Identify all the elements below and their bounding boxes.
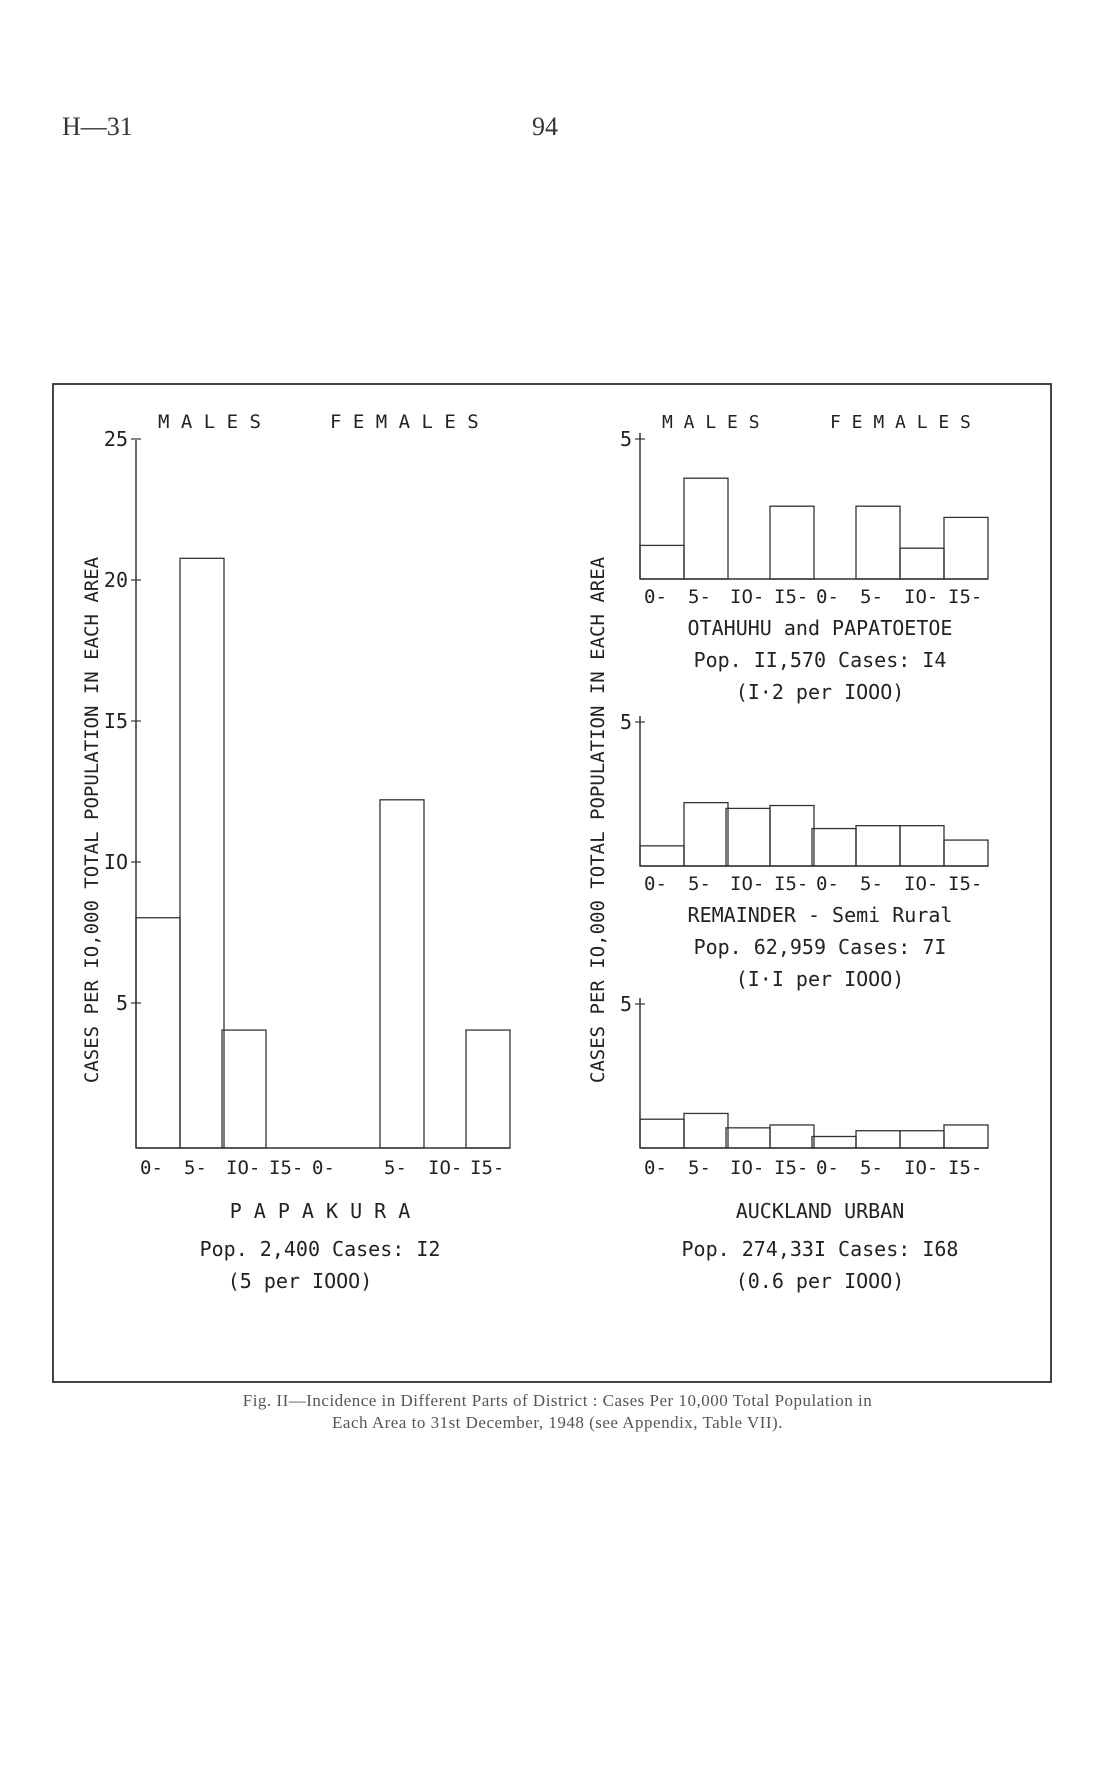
otahuhu-females-label: F E M A L E S	[830, 412, 971, 433]
papakura-bar-male-1	[180, 558, 224, 1148]
auckland-category-label: 5-	[688, 1157, 711, 1179]
papakura-males-label: M A L E S	[158, 411, 261, 433]
remainder-bar-female-1	[856, 826, 900, 866]
remainder-bar-male-2	[726, 808, 770, 866]
auckland-category-label: 0-	[644, 1157, 667, 1179]
auckland-category-label: I5-	[774, 1157, 809, 1179]
papakura-bar-male-0	[136, 918, 180, 1148]
remainder-category-label: I5-	[948, 873, 983, 895]
remainder-rate: (I·I per IOOO)	[735, 967, 905, 991]
otahuhu-category-label: 5-	[860, 586, 883, 608]
auckland-category-label: 5-	[860, 1157, 883, 1179]
papakura-y-axis-title: CASES PER IO,000 TOTAL POPULATION IN EACH AREA	[81, 556, 103, 1084]
papakura-y-tick-label: 25	[103, 427, 128, 451]
auckland-area-title: AUCKLAND URBAN	[735, 1199, 905, 1223]
otahuhu-category-label: 5-	[688, 586, 711, 608]
caption-line-2: Each Area to 31st December, 1948 (see Appendix, Table VII).	[332, 1413, 783, 1433]
papakura-rate: (5 per IOOO)	[227, 1269, 373, 1293]
remainder-category-label: 0-	[644, 873, 667, 895]
papakura-bar-male-2	[222, 1030, 266, 1148]
otahuhu-category-label: 0-	[816, 586, 839, 608]
otahuhu-bar-male-0	[640, 545, 684, 579]
papakura-y-tick-label: 20	[103, 568, 128, 592]
figure-caption	[55, 1390, 1060, 1434]
remainder-category-label: 0-	[816, 873, 839, 895]
auckland-bar-female-1	[856, 1131, 900, 1148]
papakura-category-label: 0-	[140, 1157, 163, 1179]
remainder-bar-female-2	[900, 826, 944, 866]
remainder-bar-female-0	[812, 829, 856, 866]
auckland-rate: (0.6 per IOOO)	[735, 1269, 905, 1293]
remainder-bar-male-3	[770, 806, 814, 866]
auckland-bar-male-1	[684, 1113, 728, 1148]
auckland-population-cases: Pop. 274,33I Cases: I68	[681, 1237, 959, 1261]
papakura-y-tick-label: I5	[103, 709, 128, 733]
papakura-y-tick-label: 5	[115, 991, 128, 1015]
remainder-category-label: I5-	[774, 873, 809, 895]
otahuhu-bar-female-3	[944, 517, 988, 579]
papakura-category-label: IO-	[226, 1157, 261, 1179]
auckland-category-label: IO-	[904, 1157, 939, 1179]
papakura-category-label: IO-	[428, 1157, 463, 1179]
page-number: 94	[532, 112, 558, 141]
auckland-category-label: 0-	[816, 1157, 839, 1179]
remainder-area-title: REMAINDER - Semi Rural	[687, 903, 953, 927]
remainder-population-cases: Pop. 62,959 Cases: 7I	[693, 935, 947, 959]
auckland-category-label: IO-	[730, 1157, 765, 1179]
papakura-females-label: F E M A L E S	[330, 411, 479, 433]
otahuhu-bar-male-3	[770, 506, 814, 579]
auckland-category-label: I5-	[948, 1157, 983, 1179]
auckland-bar-male-2	[726, 1128, 770, 1148]
papakura-y-tick-label: IO	[103, 850, 128, 874]
otahuhu-category-label: 0-	[644, 586, 667, 608]
document-reference: H—31	[62, 112, 133, 141]
caption-line-1: Fig. II—Incidence in Different Parts of District : Cases Per 10,000 Total Population in	[242, 1391, 873, 1410]
auckland-y-tick-label: 5	[619, 992, 632, 1016]
otahuhu-category-label: I5-	[774, 586, 809, 608]
auckland-bar-female-2	[900, 1131, 944, 1148]
remainder-bar-female-3	[944, 840, 988, 866]
remainder-y-tick-label: 5	[619, 710, 632, 734]
otahuhu-rate: (I·2 per IOOO)	[735, 680, 905, 704]
otahuhu-population-cases: Pop. II,570 Cases: I4	[693, 648, 947, 672]
auckland-bar-female-3	[944, 1125, 988, 1148]
papakura-category-label: 5-	[384, 1157, 407, 1179]
remainder-category-label: 5-	[688, 873, 711, 895]
remainder-category-label: IO-	[904, 873, 939, 895]
auckland-bar-male-0	[640, 1119, 684, 1148]
auckland-bar-male-3	[770, 1125, 814, 1148]
papakura-category-label: 0-	[312, 1157, 335, 1179]
papakura-category-label: I5-	[269, 1157, 304, 1179]
otahuhu-bar-female-2	[900, 548, 944, 579]
remainder-bar-male-0	[640, 846, 684, 866]
otahuhu-category-label: IO-	[730, 586, 765, 608]
otahuhu-category-label: IO-	[904, 586, 939, 608]
otahuhu-males-label: M A L E S	[662, 412, 760, 433]
papakura-bar-female-1	[380, 800, 424, 1148]
otahuhu-y-tick-label: 5	[619, 427, 632, 451]
otahuhu-bar-male-1	[684, 478, 728, 579]
papakura-bar-female-3	[466, 1030, 510, 1148]
remainder-category-label: 5-	[860, 873, 883, 895]
otahuhu-area-title: OTAHUHU and PAPATOETOE	[687, 616, 953, 640]
papakura-category-label: 5-	[184, 1157, 207, 1179]
papakura-area-title: P A P A K U R A	[229, 1199, 411, 1223]
papakura-category-label: I5-	[470, 1157, 505, 1179]
otahuhu-bar-female-1	[856, 506, 900, 579]
remainder-bar-male-1	[684, 803, 728, 866]
papakura-population-cases: Pop. 2,400 Cases: I2	[199, 1237, 441, 1261]
remainder-category-label: IO-	[730, 873, 765, 895]
right-panels-y-axis-title: CASES PER IO,000 TOTAL POPULATION IN EACH AREA	[587, 556, 609, 1084]
otahuhu-category-label: I5-	[948, 586, 983, 608]
auckland-bar-female-0	[812, 1136, 856, 1148]
